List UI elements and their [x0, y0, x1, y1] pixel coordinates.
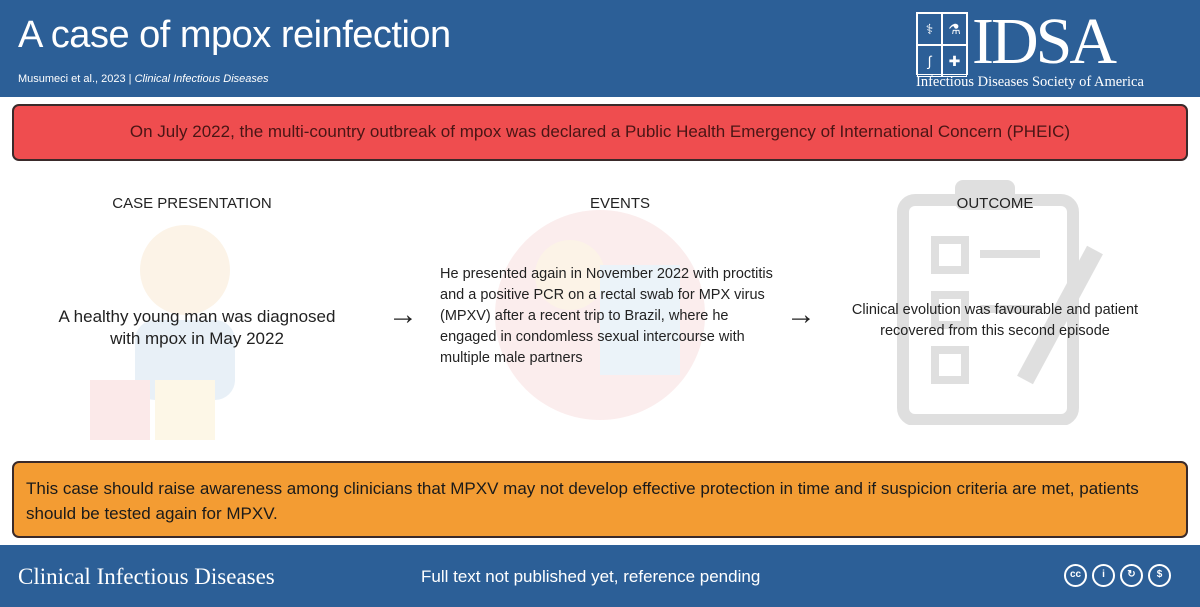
outcome-heading: OUTCOME — [956, 195, 1034, 212]
page-title: A case of mpox reinfection — [18, 14, 451, 56]
share-alike-icon: ↻ — [1120, 564, 1143, 587]
attribution-icon: i — [1092, 564, 1115, 587]
pheic-banner: On July 2022, the multi-country outbreak of mpox was declared a Public Health Emergency of International Concern (PHEIC) — [12, 104, 1188, 161]
footer — [0, 545, 1200, 607]
logo-subtitle: Infectious Diseases Society of America — [916, 74, 1144, 90]
citation-authors: Musumeci et al., 2023 | — [18, 73, 132, 85]
logo-text: IDSA — [972, 5, 1115, 78]
cc-icon: cc — [1064, 564, 1087, 587]
events-heading: EVENTS — [589, 195, 650, 212]
citation-journal: Clinical Infectious Diseases — [134, 73, 269, 85]
outcome-text: Clinical evolution was favourable and patient recovered from this second episode — [851, 302, 1139, 339]
idsa-logo — [916, 5, 1186, 92]
events-text: He presented again in November 2022 with proctitis and a positive PCR on a rectal swab for MPX virus (MPXV) after a recent trip to Brazil, where he engaged in condomless sexual intercourse with multiple male partners — [440, 266, 773, 366]
citation — [18, 73, 268, 85]
footer-journal: Clinical Infectious Diseases — [18, 564, 275, 589]
logo-emblem-icon: ⚕ ⚗ ∫ ✚ — [916, 12, 968, 75]
creative-commons-license — [1064, 564, 1171, 587]
arrow-right-icon: → — [388, 298, 418, 331]
arrow-right-icon: → — [786, 298, 816, 331]
non-commercial-icon: $ — [1148, 564, 1171, 587]
case-presentation-heading: CASE PRESENTATION — [112, 195, 272, 212]
case-presentation-text: A healthy young man was diagnosed with mpox in May 2022 — [58, 307, 336, 348]
header — [0, 0, 1200, 97]
footer-note: Full text not published yet, reference pending — [421, 567, 761, 586]
conclusion-box: This case should raise awareness among clinicians that MPXV may not develop effective protection in time and if suspicion criteria are met, patients should be tested again for MPXV. — [12, 461, 1188, 538]
